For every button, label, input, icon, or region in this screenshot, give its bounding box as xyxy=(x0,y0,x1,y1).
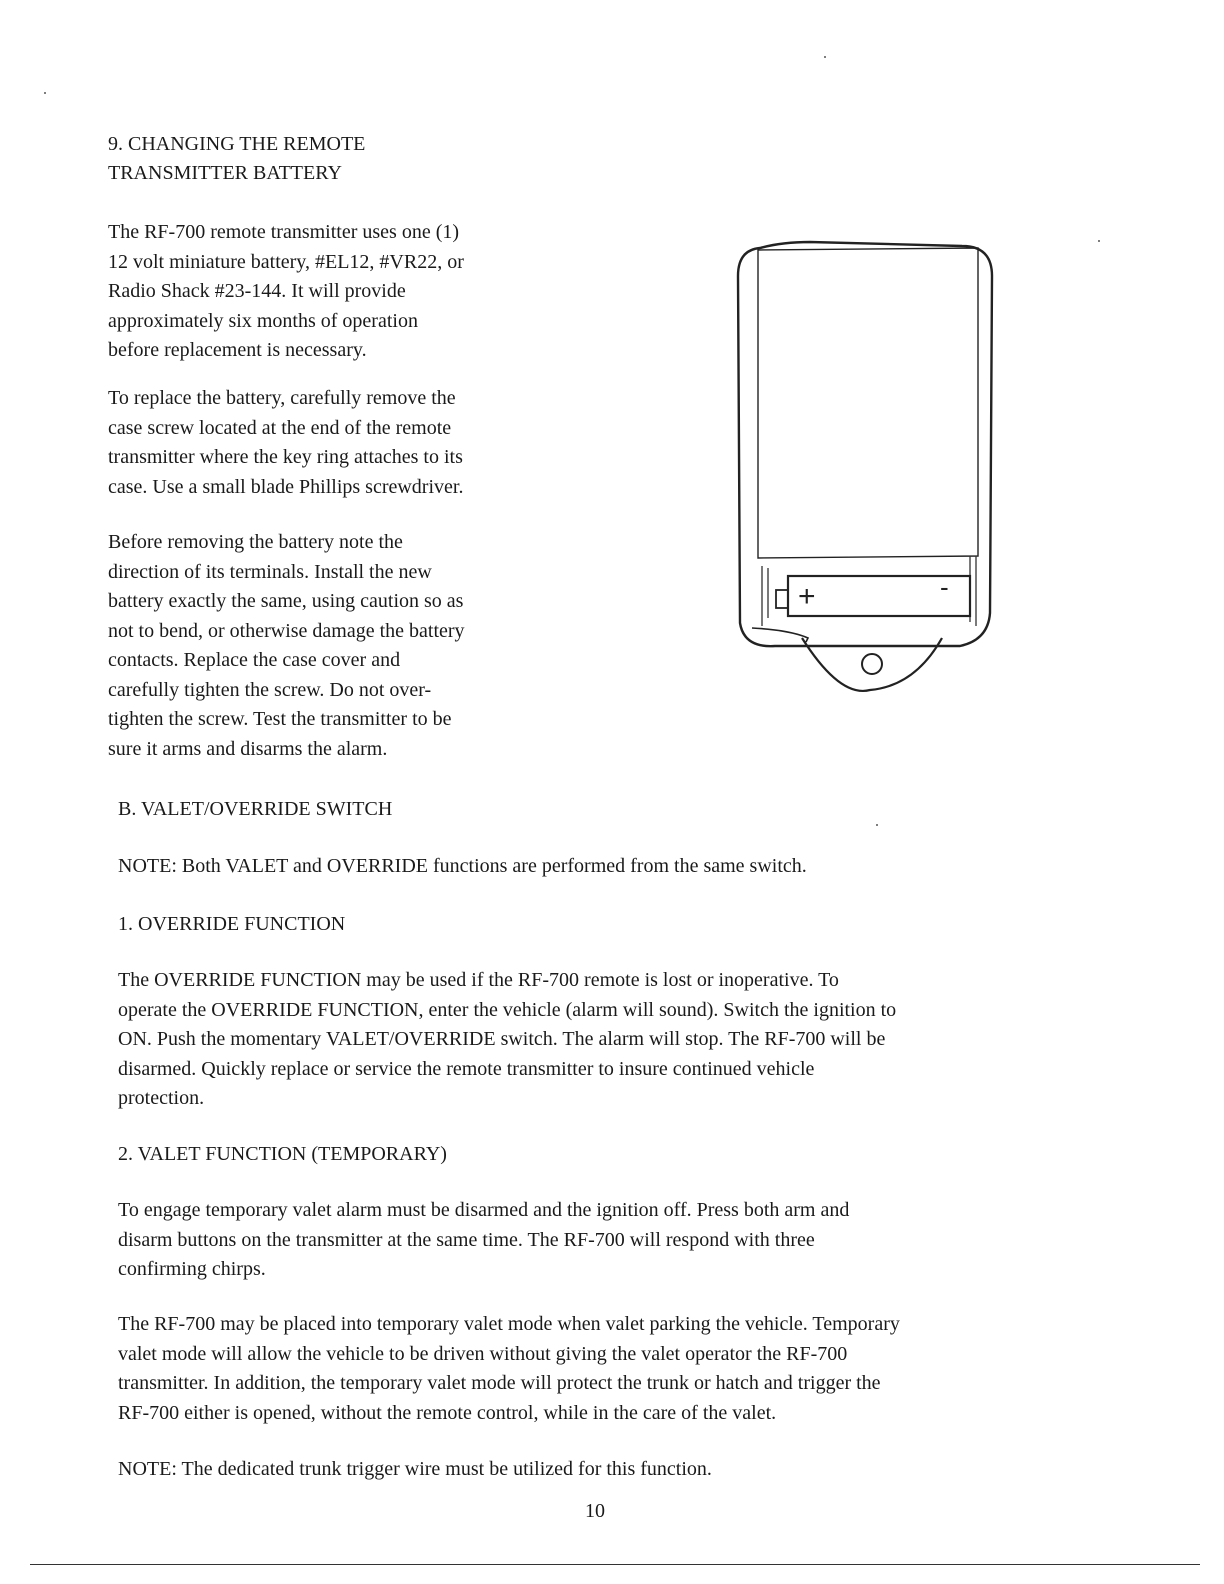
valet-engage-paragraph: To engage temporary valet alarm must be disarmed and the ignition off. Press both arm and disarm buttons on the transmitter at the same time. The RF-700 will respond with three confirming chirps. xyxy=(118,1199,850,1280)
footer-rule xyxy=(30,1564,1200,1565)
transmitter-case-outline xyxy=(738,242,992,646)
scan-speck xyxy=(44,92,46,94)
page-number: 10 xyxy=(585,1500,605,1522)
compartment-left-rail xyxy=(762,566,768,626)
scan-speck xyxy=(876,824,878,826)
case-screw-icon xyxy=(862,654,882,674)
valet-function-heading: 2. VALET FUNCTION (TEMPORARY) xyxy=(118,1143,447,1165)
trunk-trigger-note: NOTE: The dedicated trunk trigger wire must be utilized for this function. xyxy=(118,1458,712,1480)
transmitter-battery-diagram xyxy=(730,228,1010,698)
scan-speck xyxy=(824,56,826,58)
section-b-heading: B. VALET/OVERRIDE SWITCH xyxy=(118,798,393,820)
battery-terminal-nub xyxy=(776,590,788,608)
transmitter-bottom-contour xyxy=(752,628,808,642)
battery-install-paragraph: Before removing the battery note the direction of its terminals. Install the new battery exactly the same, using caution so as not to bend, or otherwise damage the battery contacts. Replace the case cover and carefully tighten the screw. Do not over- tighten the screw. Test the transmitter to be sure it arms and disarms the alarm. xyxy=(108,531,465,760)
battery-compartment-panel xyxy=(758,248,978,558)
override-function-paragraph: The OVERRIDE FUNCTION may be used if the RF-700 remote is lost or inoperative. To operate the OVERRIDE FUNCTION, enter the vehicle (alarm will sound). Switch the ignition to ON. Push the momentary VALET/OVERRIDE switch. The alarm will stop. The RF-700 will be disarmed. Quickly replace or service the remote transmitter to insure continued vehicle protection. xyxy=(118,969,897,1109)
battery-spec-paragraph: The RF-700 remote transmitter uses one (1) 12 volt miniature battery, #EL12, #VR22, or Radio Shack #23-144. It will provide approximately six months of operation before replacement is necessary. xyxy=(108,221,464,361)
scan-speck xyxy=(1098,240,1100,242)
battery-replace-paragraph: To replace the battery, carefully remove the case screw located at the end of the remote transmitter where the key ring attaches to its case. Use a small blade Phillips screwdriver. xyxy=(108,387,464,498)
battery-plus-label: + xyxy=(798,580,816,613)
override-function-heading: 1. OVERRIDE FUNCTION xyxy=(118,913,346,935)
section-9-heading-line-1: 9. CHANGING THE REMOTE xyxy=(108,133,366,155)
section-b-note: NOTE: Both VALET and OVERRIDE functions are performed from the same switch. xyxy=(118,855,807,877)
section-9-heading-line-2: TRANSMITTER BATTERY xyxy=(108,162,342,184)
battery-minus-label: - xyxy=(940,572,949,602)
valet-mode-paragraph: The RF-700 may be placed into temporary valet mode when valet parking the vehicle. Temporary valet mode will allow the vehicle to be driven without giving the valet operator the RF-700 transmitter. In addition, the temporary valet mode will protect the trunk or hatch and trigger the RF-700 either is opened, without the remote control, while in the care of the valet. xyxy=(118,1313,900,1424)
